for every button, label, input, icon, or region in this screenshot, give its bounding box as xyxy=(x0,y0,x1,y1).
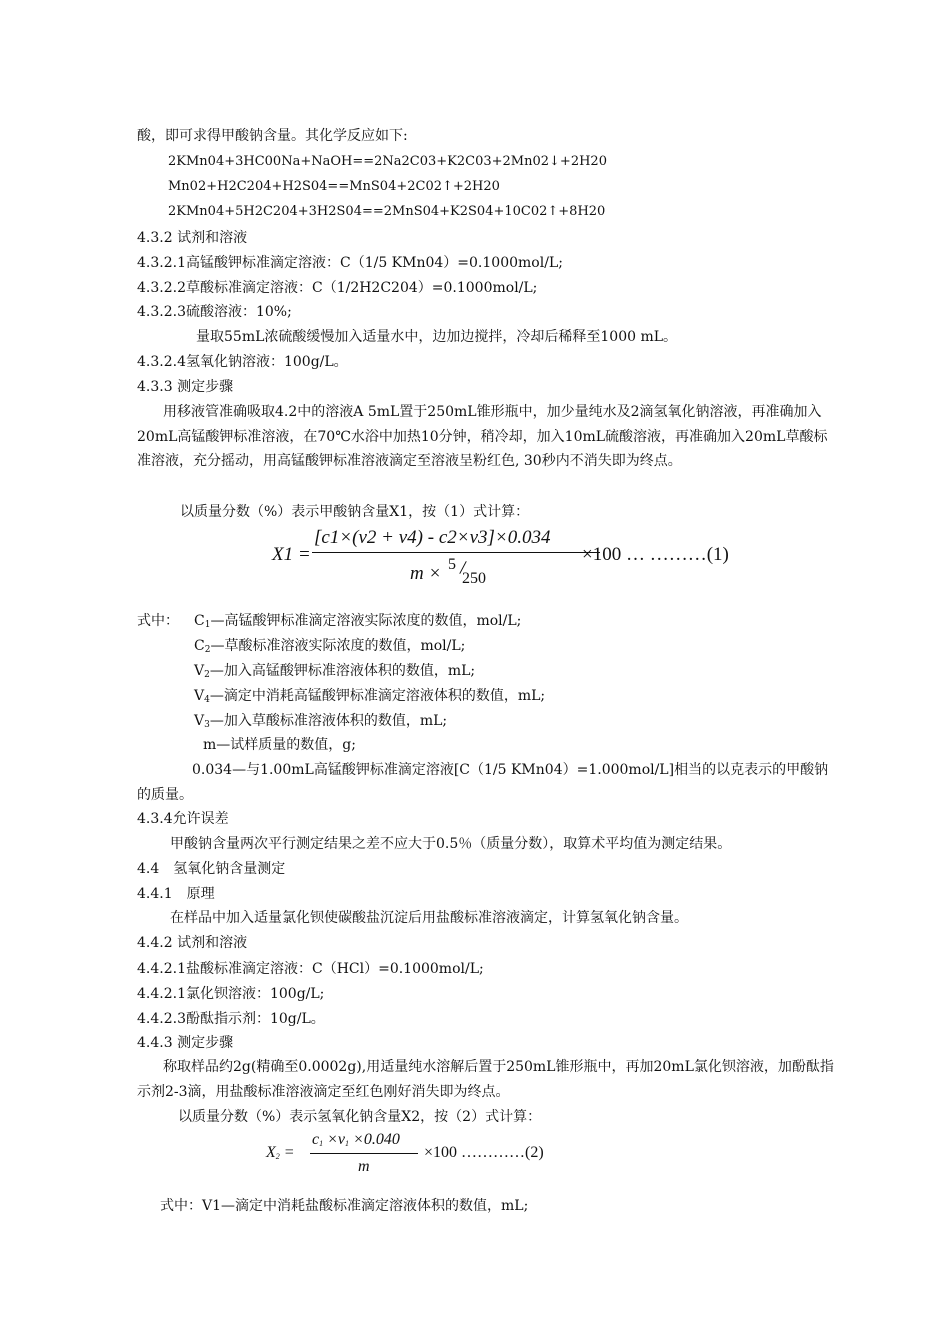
fraction-bar xyxy=(310,1153,418,1154)
formula-1-lhs: X1 = xyxy=(272,544,311,565)
formula-1-denominator: m × xyxy=(410,563,442,584)
section-heading: 4.4.3 测定步骤 xyxy=(137,1035,234,1051)
text-line: 以质量分数（%）表示氢氧化钠含量X2，按（2）式计算： xyxy=(178,1109,542,1125)
legend-v2: $V_2—$加入高锰酸钾标准溶液体积的数值，mL; xyxy=(194,663,476,680)
reaction-equation-1: 2KMn04+3HC00Na+NaOH==2Na2C03+K2C03+2Mn02↓+2H20 xyxy=(168,154,607,169)
text-line: 4.4.2.3酚酞指示剂：10g/L。 xyxy=(137,1011,325,1027)
procedure-paragraph: 用移液管准确吸取4.2中的溶液A 5mL置于250mL锥形瓶中，加少量纯水及2滴氢氧化钠溶液，再准确加入20mL高锰酸钾标准溶液，在70℃水浴中加热10分钟，稍冷却，加入10mL硫酸溶液，再准确加入20mL草酸标准溶液，充分摇动，用高锰酸钾标准溶液滴定至溶液呈粉红色, 30秒内不消失即为终点。 xyxy=(137,404,828,469)
formula-1 xyxy=(272,525,742,593)
legend-c1: $C_1—$高锰酸钾标准滴定溶液实际浓度的数值，mol/L; xyxy=(194,613,522,630)
legend-v4: $V_4—$滴定中消耗高锰酸钾标准滴定溶液体积的数值，mL; xyxy=(194,688,546,705)
formula-1-rhs: ×100 … ………(1) xyxy=(582,544,729,565)
formula-1-denominator-250: 250 xyxy=(462,570,486,587)
legend-v3: $V_3—$加入草酸标准溶液体积的数值，mL; xyxy=(194,713,448,730)
formula-1-denominator-5: 5 xyxy=(448,556,456,573)
text-line: 4.3.2.2草酸标准滴定溶液：C（1/2H2C204）=0.1000mol/L; xyxy=(137,280,538,296)
reaction-equation-3: 2KMn04+5H2C204+3H2S04==2MnS04+K2S04+10C02↑+8H20 xyxy=(168,204,606,219)
legend-m: m—试样质量的数值，g; xyxy=(203,737,356,753)
section-heading: 4.4.2 试剂和溶液 xyxy=(137,935,248,951)
section-heading: 4.4 氢氧化钠含量测定 xyxy=(137,861,286,877)
formula-2-numerator: $c_1 \times v_1 \times 0.040$ xyxy=(312,1131,400,1148)
section-heading: 4.3.3 测定步骤 xyxy=(137,379,234,395)
formula-2 xyxy=(266,1129,596,1185)
fraction-bar xyxy=(312,552,600,553)
text-line: 以质量分数（%）表示甲酸钠含量X1，按（1）式计算： xyxy=(180,504,530,520)
text-line: 甲酸钠含量两次平行测定结果之差不应大于0.5％（质量分数），取算术平均值为测定结果。 xyxy=(170,836,732,852)
procedure-paragraph: 称取样品约2g(精确至0.0002g),用适量纯水溶解后置于250mL锥形瓶中，再加20mL氯化钡溶液，加酚酞指示剂2-3滴，用盐酸标准溶液滴定至红色刚好消失即为终点。 xyxy=(137,1059,834,1100)
formula-2-rhs: ×100 …………(2) xyxy=(424,1144,544,1161)
text-line: 4.3.2.4氢氧化钠溶液：100g/L。 xyxy=(137,354,348,370)
formula-2-lhs: $X_2$ = xyxy=(266,1144,295,1161)
section-heading: 4.3.4允许误差 xyxy=(137,811,229,827)
text-line: 4.4.2.1盐酸标准滴定溶液：C（HCl）=0.1000mol/L; xyxy=(137,961,484,977)
section-heading: 4.3.2 试剂和溶液 xyxy=(137,230,248,246)
text-line: 在样品中加入适量氯化钡使碳酸盐沉淀后用盐酸标准溶液滴定，计算氢氧化钠含量。 xyxy=(170,910,688,926)
formula-2-denominator: m xyxy=(358,1158,370,1175)
reaction-equation-2: Mn02+H2C204+H2S04==MnS04+2C02↑+2H20 xyxy=(168,179,500,194)
text-line: 量取55mL浓硫酸缓慢加入适量水中，边加边搅拌，冷却后稀释至1000 mL。 xyxy=(196,329,678,345)
text-line: 式中：V1—滴定中消耗盐酸标准滴定溶液体积的数值，mL; xyxy=(160,1198,529,1214)
text-line: 酸，即可求得甲酸钠含量。其化学反应如下: xyxy=(137,128,408,144)
text-line: 4.4.2.1氯化钡溶液：100g/L; xyxy=(137,986,325,1002)
text-line: 4.3.2.1高锰酸钾标准滴定溶液：C（1/5 KMn04）=0.1000mol/L; xyxy=(137,255,563,271)
text-line: 4.3.2.3硫酸溶液：10%; xyxy=(137,304,292,320)
legend-label: 式中： xyxy=(137,613,179,629)
legend-c2: $C_2—$草酸标准溶液实际浓度的数值，mol/L; xyxy=(194,638,466,655)
section-heading: 4.4.1 原理 xyxy=(137,886,215,902)
legend-constant: 0.034—与1.00mL高锰酸钾标准滴定溶液[C（1/5 KMn04）=1.000mol/L]相当的以克表示的甲酸钠的质量。 xyxy=(137,762,829,803)
formula-1-numerator: [c1×(v2 + v4) - c2×v3]×0.034 xyxy=(314,527,551,548)
